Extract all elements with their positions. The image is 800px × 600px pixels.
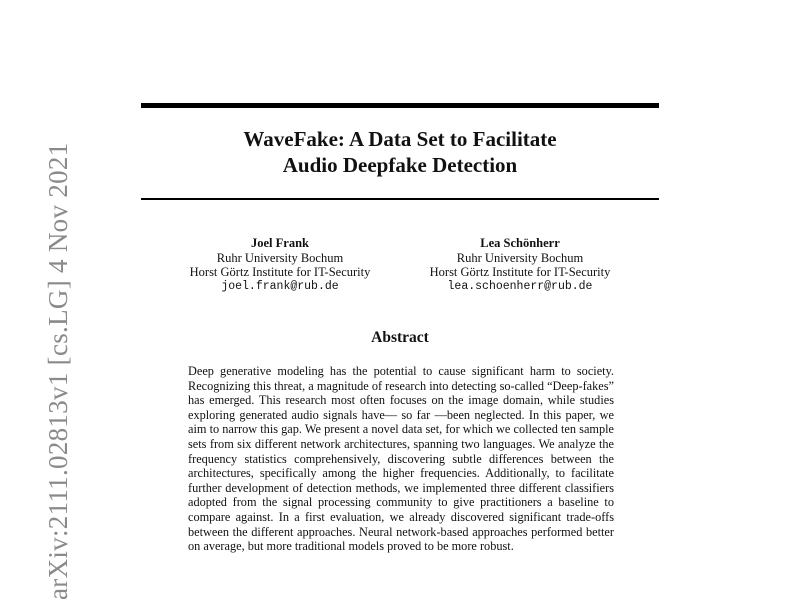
author-affiliation: Horst Görtz Institute for IT-Security xyxy=(189,265,371,279)
abstract-heading: Abstract xyxy=(371,329,429,346)
arxiv-identifier-stamp: arXiv:2111.02813v1 [cs.LG] 4 Nov 2021 xyxy=(43,142,73,600)
title-rule-bottom xyxy=(141,198,659,200)
author-name: Lea Schönherr xyxy=(480,236,560,250)
author-name: Joel Frank xyxy=(251,236,309,250)
paper-title xyxy=(141,126,659,178)
title-line-2: Audio Deepfake Detection xyxy=(282,153,518,177)
author-email: lea.schoenherr@rub.de xyxy=(447,279,593,293)
author-email: joel.frank@rub.de xyxy=(221,279,339,293)
author-affiliation: Ruhr University Bochum xyxy=(456,250,584,265)
author-affiliation: Horst Görtz Institute for IT-Security xyxy=(429,265,611,279)
author-block-2 xyxy=(410,236,630,294)
title-rule-top xyxy=(141,103,659,108)
author-block-1 xyxy=(170,236,390,294)
author-affiliation: Ruhr University Bochum xyxy=(216,250,344,265)
abstract-text: Deep generative modeling has the potential to cause significant harm to society. Recognizing this threat, a magnitude of research into detecting so-called “Deep-fakes” has emerged. This research most often focuses on the image domain, while studies exploring generated audio signals have— so far —been neglected. In this paper, we aim to narrow this gap. We present a novel data set, for which we collected ten sample sets from six different network architectures, spanning two languages. We analyze the frequency statistics comprehensively, discovering subtle differences between the architectures, specifically among the higher frequencies. Additionally, to facilitate further development of detection methods, we implemented three different classifiers adopted from the signal processing community to give practitioners a baseline to compare against. In a first evaluation, we already discovered significant trade-offs between the different approaches. Neural network-based approaches performed better on average, but more traditional models proved to be more robust. xyxy=(188,364,614,554)
title-line-1: WaveFake: A Data Set to Facilitate xyxy=(243,127,557,151)
